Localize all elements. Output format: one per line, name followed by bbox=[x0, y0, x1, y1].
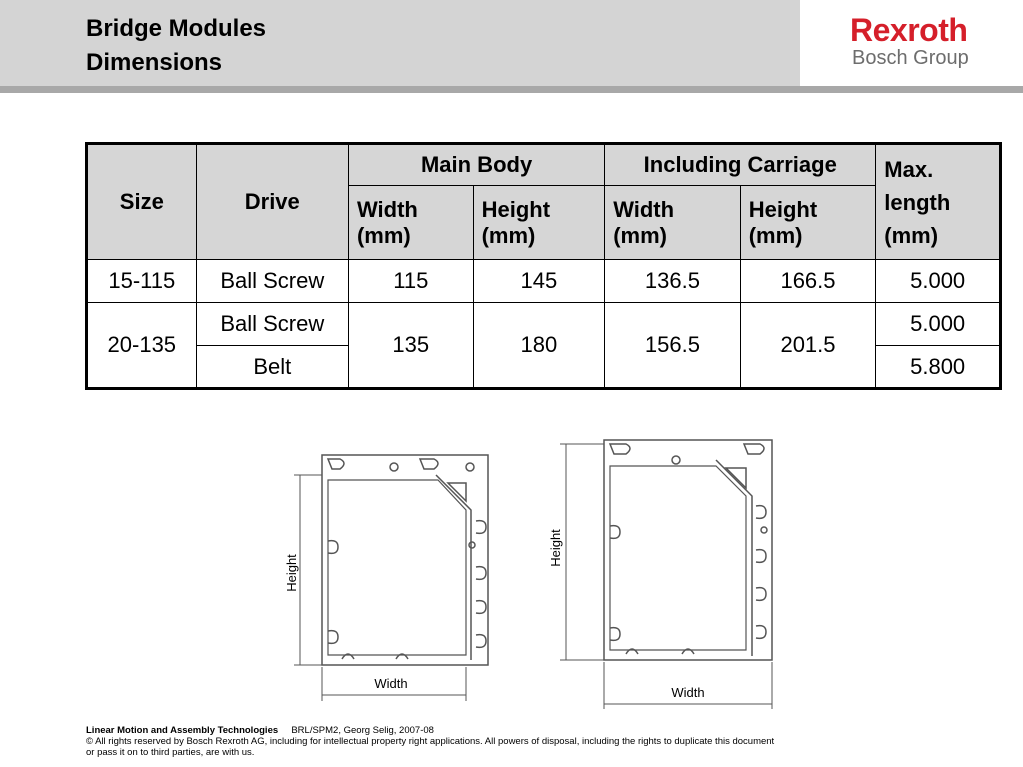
footer-org: Linear Motion and Assembly Technologies bbox=[86, 725, 279, 736]
profile-slot bbox=[610, 628, 620, 641]
profile-slot bbox=[756, 506, 766, 519]
profile-slot bbox=[476, 567, 486, 580]
header-size: Size bbox=[87, 144, 197, 260]
header-drive: Drive bbox=[196, 144, 348, 260]
height-label: Height bbox=[548, 529, 563, 567]
page-title bbox=[86, 12, 266, 80]
profile-slot bbox=[328, 541, 338, 554]
header-divider bbox=[0, 86, 1023, 93]
header-including-carriage: Including Carriage bbox=[605, 144, 876, 186]
profile-slot bbox=[476, 635, 486, 648]
header-max-length-line-3: (mm) bbox=[884, 222, 939, 248]
profile-slot bbox=[756, 626, 766, 639]
cell-drive: Belt bbox=[196, 346, 348, 389]
width-label: Width bbox=[374, 676, 408, 691]
cell-main-body-width: 115 bbox=[348, 260, 473, 303]
cell-main-body-height: 145 bbox=[473, 260, 605, 303]
cell-drive: Ball Screw bbox=[196, 303, 348, 346]
cell-max-length: 5.000 bbox=[876, 303, 1001, 346]
profile-outline bbox=[322, 455, 488, 665]
profile-slot bbox=[328, 459, 344, 469]
profile-slot bbox=[610, 526, 620, 539]
header-carriage-width: Width (mm) bbox=[605, 186, 741, 260]
profile-outline bbox=[604, 440, 772, 660]
carriage-profile-diagram bbox=[540, 430, 790, 710]
profile-slot bbox=[420, 459, 438, 469]
profile-slot bbox=[610, 444, 630, 454]
cell-main-body-width: 135 bbox=[348, 303, 473, 389]
bore-circle bbox=[761, 527, 767, 533]
profile-slot bbox=[476, 601, 486, 614]
width-label: Width bbox=[671, 685, 705, 700]
bore-circle bbox=[672, 456, 680, 464]
table-row bbox=[87, 260, 1001, 303]
table-row bbox=[87, 303, 1001, 346]
footer-copyright-2: or pass it on to third parties, are with us. bbox=[86, 747, 255, 758]
main-body-profile-diagram bbox=[276, 445, 506, 705]
profile-slot bbox=[756, 550, 766, 563]
header-carriage-height: Height (mm) bbox=[740, 186, 876, 260]
profile-triangle bbox=[726, 468, 746, 488]
footer-line-1 bbox=[86, 725, 866, 736]
footer-ref: BRL/SPM2, Georg Selig, 2007-08 bbox=[291, 725, 434, 736]
profile-triangle bbox=[448, 483, 466, 501]
cell-max-length: 5.800 bbox=[876, 346, 1001, 389]
header-max-length-line-1: Max. bbox=[884, 156, 934, 182]
footer bbox=[86, 725, 866, 758]
header-main-body: Main Body bbox=[348, 144, 604, 186]
cell-carriage-width: 136.5 bbox=[605, 260, 741, 303]
cell-max-length: 5.000 bbox=[876, 260, 1001, 303]
cell-main-body-height: 180 bbox=[473, 303, 605, 389]
bosch-group-logo: Bosch Group bbox=[852, 47, 969, 69]
page-title-line-2: Dimensions bbox=[86, 49, 223, 76]
page-title-line-1: Bridge Modules bbox=[86, 15, 267, 42]
dimensions-table bbox=[85, 142, 1002, 390]
header-max-length bbox=[876, 144, 1001, 260]
profile-slot bbox=[744, 444, 764, 454]
bore-circle bbox=[469, 542, 475, 548]
cell-carriage-height: 166.5 bbox=[740, 260, 876, 303]
cell-size: 20-135 bbox=[87, 303, 197, 389]
bore-circle bbox=[390, 463, 398, 471]
cell-carriage-height: 201.5 bbox=[740, 303, 876, 389]
profile-slot bbox=[328, 631, 338, 644]
footer-copyright-1: © All rights reserved by Bosch Rexroth AG, including for intellectual property right applications. All powers of disposal, including the rights to duplicate this document bbox=[86, 736, 775, 747]
cell-drive: Ball Screw bbox=[196, 260, 348, 303]
cell-carriage-width: 156.5 bbox=[605, 303, 741, 389]
header-main-body-height: Height (mm) bbox=[473, 186, 605, 260]
profile-inner bbox=[610, 466, 746, 650]
bore-circle bbox=[466, 463, 474, 471]
rexroth-logo: Rexroth bbox=[850, 12, 968, 48]
profile-slot bbox=[476, 521, 486, 534]
profile-inner bbox=[328, 480, 466, 655]
header-max-length-line-2: length bbox=[884, 189, 951, 215]
height-label: Height bbox=[284, 554, 299, 592]
header-main-body-width: Width (mm) bbox=[348, 186, 473, 260]
cell-size: 15-115 bbox=[87, 260, 197, 303]
profile-slot bbox=[756, 588, 766, 601]
